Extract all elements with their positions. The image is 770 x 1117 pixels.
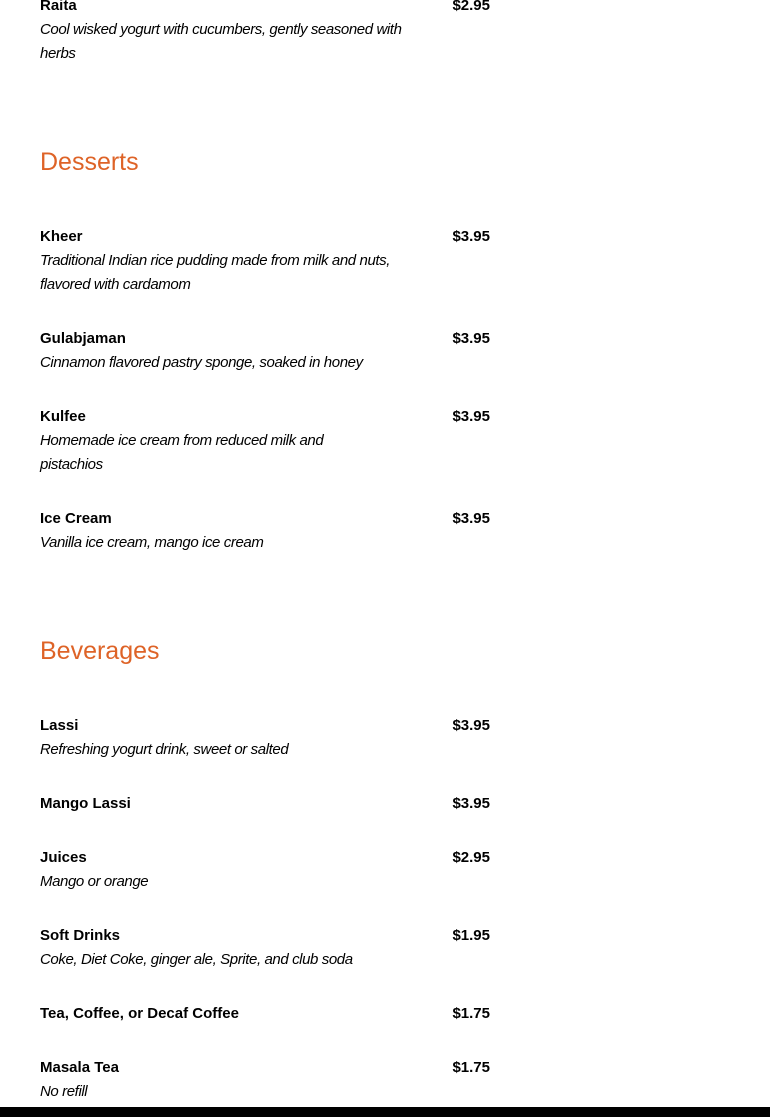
item-name: Mango Lassi xyxy=(40,795,131,812)
item-price: $1.75 xyxy=(452,1059,490,1076)
item-name: Kulfee xyxy=(40,408,86,425)
item-description: Vanilla ice cream, mango ice cream xyxy=(40,534,264,551)
item-price: $3.95 xyxy=(452,510,490,527)
item-name: Ice Cream xyxy=(40,510,112,527)
item-description: Mango or orange xyxy=(40,873,149,890)
item-description: Traditional Indian rice pudding made from milk and nuts, flavored with cardamom xyxy=(40,252,391,293)
item-description: Cinnamon flavored pastry sponge, soaked in honey xyxy=(40,354,363,371)
item-description: Cool wisked yogurt with cucumbers, gently seasoned with herbs xyxy=(40,21,402,62)
item-name: Masala Tea xyxy=(40,1059,119,1076)
item-price: $3.95 xyxy=(452,330,490,347)
item-price: $1.75 xyxy=(452,1005,490,1022)
item-price: $2.95 xyxy=(452,0,490,14)
item-description: Refreshing yogurt drink, sweet or salted xyxy=(40,741,289,758)
item-price: $2.95 xyxy=(452,849,490,866)
section-title-desserts: Desserts xyxy=(40,148,139,176)
item-price: $3.95 xyxy=(452,228,490,245)
item-price: $3.95 xyxy=(452,408,490,425)
item-name: Lassi xyxy=(40,717,79,734)
item-price: $3.95 xyxy=(452,717,490,734)
item-name: Raita xyxy=(40,0,77,14)
section-title-beverages: Beverages xyxy=(40,637,160,665)
item-price: $3.95 xyxy=(452,795,490,812)
item-name: Gulabjaman xyxy=(40,330,126,347)
item-name: Soft Drinks xyxy=(40,927,121,944)
item-price: $1.95 xyxy=(452,927,490,944)
item-description: Homemade ice cream from reduced milk and pistachios xyxy=(40,432,324,473)
item-name: Kheer xyxy=(40,228,83,245)
item-description: No refill xyxy=(40,1083,88,1100)
item-description: Coke, Diet Coke, ginger ale, Sprite, and club soda xyxy=(40,951,353,968)
bottom-bar xyxy=(0,1107,770,1117)
item-name: Tea, Coffee, or Decaf Coffee xyxy=(40,1005,239,1022)
item-name: Juices xyxy=(40,849,87,866)
